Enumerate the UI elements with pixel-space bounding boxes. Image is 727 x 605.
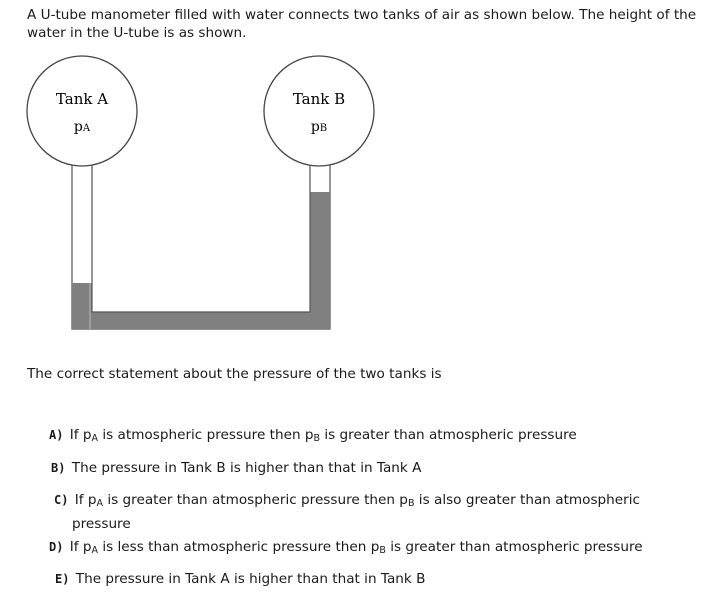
option-e-text: The pressure in Tank A is higher than that in Tank B bbox=[75, 571, 426, 587]
option-b-key: B) bbox=[51, 461, 66, 475]
option-c-continuation: pressure bbox=[72, 516, 131, 532]
tank-a-label: Tank A bbox=[55, 90, 109, 108]
question-line-1: A U-tube manometer filled with water connects two tanks of air as shown below. The height of the bbox=[27, 7, 697, 23]
tank-a bbox=[27, 56, 137, 166]
option-a-text: If $p_A$ is atmospheric pressure then $p_B$ is greater than atmospheric pressure bbox=[69, 427, 577, 444]
question-line-2: water in the U-tube is as shown. bbox=[27, 25, 247, 41]
tank-a-pressure: pA bbox=[73, 119, 91, 135]
option-e-key: E) bbox=[55, 572, 70, 586]
option-b[interactable] bbox=[51, 458, 421, 478]
question-text bbox=[27, 6, 717, 42]
option-d-text: If $p_A$ is less than atmospheric pressure then $p_B$ is greater than atmospheric pressure bbox=[69, 539, 643, 556]
option-e[interactable] bbox=[55, 569, 425, 589]
option-c[interactable] bbox=[54, 490, 640, 534]
u-tube-outline bbox=[72, 163, 330, 329]
tank-b-label: Tank B bbox=[292, 90, 346, 108]
option-a-key: A) bbox=[49, 428, 64, 442]
option-d[interactable] bbox=[49, 537, 643, 561]
water-right-leg bbox=[310, 192, 330, 329]
option-b-text: The pressure in Tank B is higher than that in Tank A bbox=[71, 460, 422, 476]
water-left-leg bbox=[72, 283, 92, 329]
option-d-key: D) bbox=[49, 540, 64, 554]
tank-b bbox=[264, 56, 374, 166]
option-c-text: If $p_A$ is greater than atmospheric pressure then $p_B$ is also greater than atmospheric bbox=[74, 492, 640, 509]
option-c-key: C) bbox=[54, 493, 69, 507]
prompt-text: The correct statement about the pressure of the two tanks is bbox=[27, 366, 442, 382]
u-tube-inner-wall bbox=[92, 163, 310, 312]
tank-b-pressure: pB bbox=[310, 119, 328, 135]
u-tube-manometer-diagram bbox=[0, 50, 400, 340]
water-bottom bbox=[72, 312, 330, 329]
option-a[interactable] bbox=[49, 425, 577, 449]
